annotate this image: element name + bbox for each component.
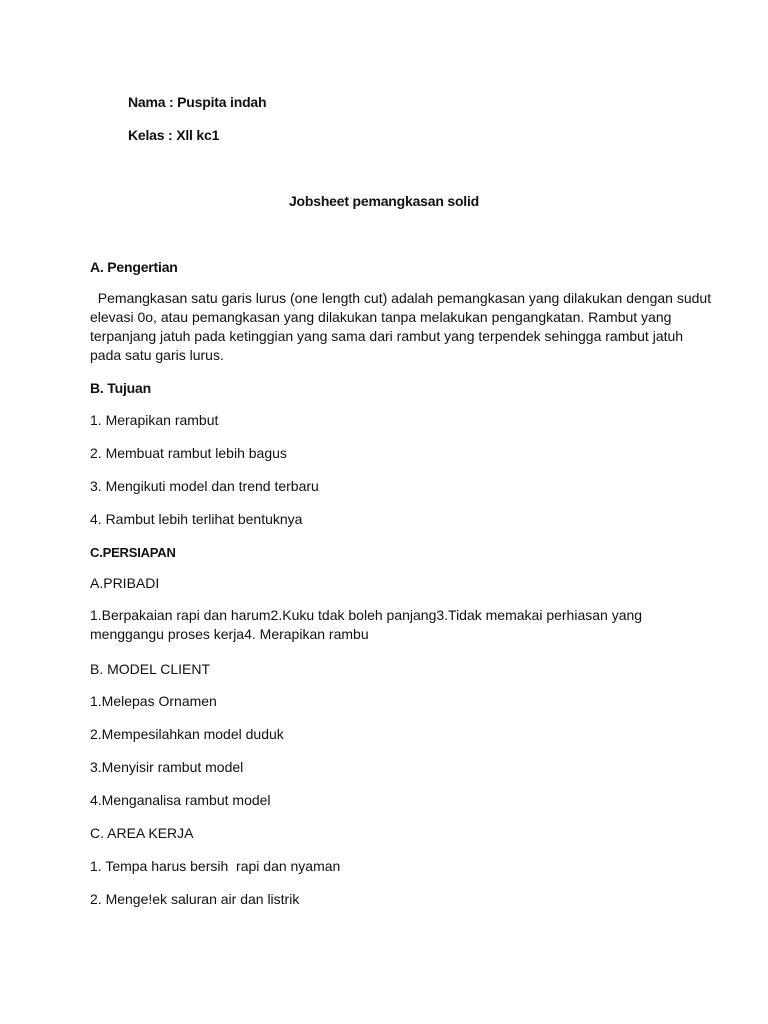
list-item: 4. Rambut lebih terlihat bentuknya xyxy=(90,511,303,527)
paragraph-line: terpanjang jatuh pada ketinggian yang sama dari rambut yang terpendek sehingga rambut jatuh xyxy=(90,328,684,344)
section-c-heading: C.PERSIAPAN xyxy=(90,545,176,560)
list-item: 1.Melepas Ornamen xyxy=(90,693,217,709)
list-item: 3. Mengikuti model dan trend terbaru xyxy=(90,478,319,494)
paragraph-line: Pemangkasan satu garis lurus (one length cut) adalah pemangkasan yang dilakukan dengan sudut xyxy=(90,290,712,306)
list-item: 1. Tempa harus bersih rapi dan nyaman xyxy=(90,858,341,874)
list-item: 4.Menganalisa rambut model xyxy=(90,792,271,808)
model-client-heading: B. MODEL CLIENT xyxy=(90,661,211,677)
list-item: 2. Membuat rambut lebih bagus xyxy=(90,445,287,461)
paragraph-line: pada satu garis lurus. xyxy=(90,347,224,363)
list-item: 2.Mempesilahkan model duduk xyxy=(90,726,284,742)
list-item: 1. Merapikan rambut xyxy=(90,412,219,428)
paragraph-line: elevasi 0o, atau pemangkasan yang dilakukan tanpa melakukan pengangkatan. Rambut yang xyxy=(90,309,672,325)
list-item: 2. Mengeǃek saluran air dan listrik xyxy=(90,891,300,907)
student-class: Kelas : Xll kc1 xyxy=(128,127,220,143)
paragraph-line: menggangu proses kerja4. Merapikan rambu xyxy=(90,626,369,642)
section-a-heading: A. Pengertian xyxy=(90,259,178,275)
student-name: Nama : Puspita indah xyxy=(128,94,267,110)
section-b-heading: B. Tujuan xyxy=(90,380,151,396)
section-a-paragraph xyxy=(90,289,712,365)
area-kerja-heading: C. AREA KERJA xyxy=(90,825,194,841)
pribadi-paragraph xyxy=(90,606,680,644)
document-title: Jobsheet pemangkasan solid xyxy=(288,193,480,209)
pribadi-heading: A.PRIBADI xyxy=(90,575,160,591)
list-item: 3.Menyisir rambut model xyxy=(90,759,244,775)
paragraph-line: 1.Berpakaian rapi dan harum2.Kuku tdak boleh panjang3.Tidak memakai perhiasan yang xyxy=(90,607,643,623)
